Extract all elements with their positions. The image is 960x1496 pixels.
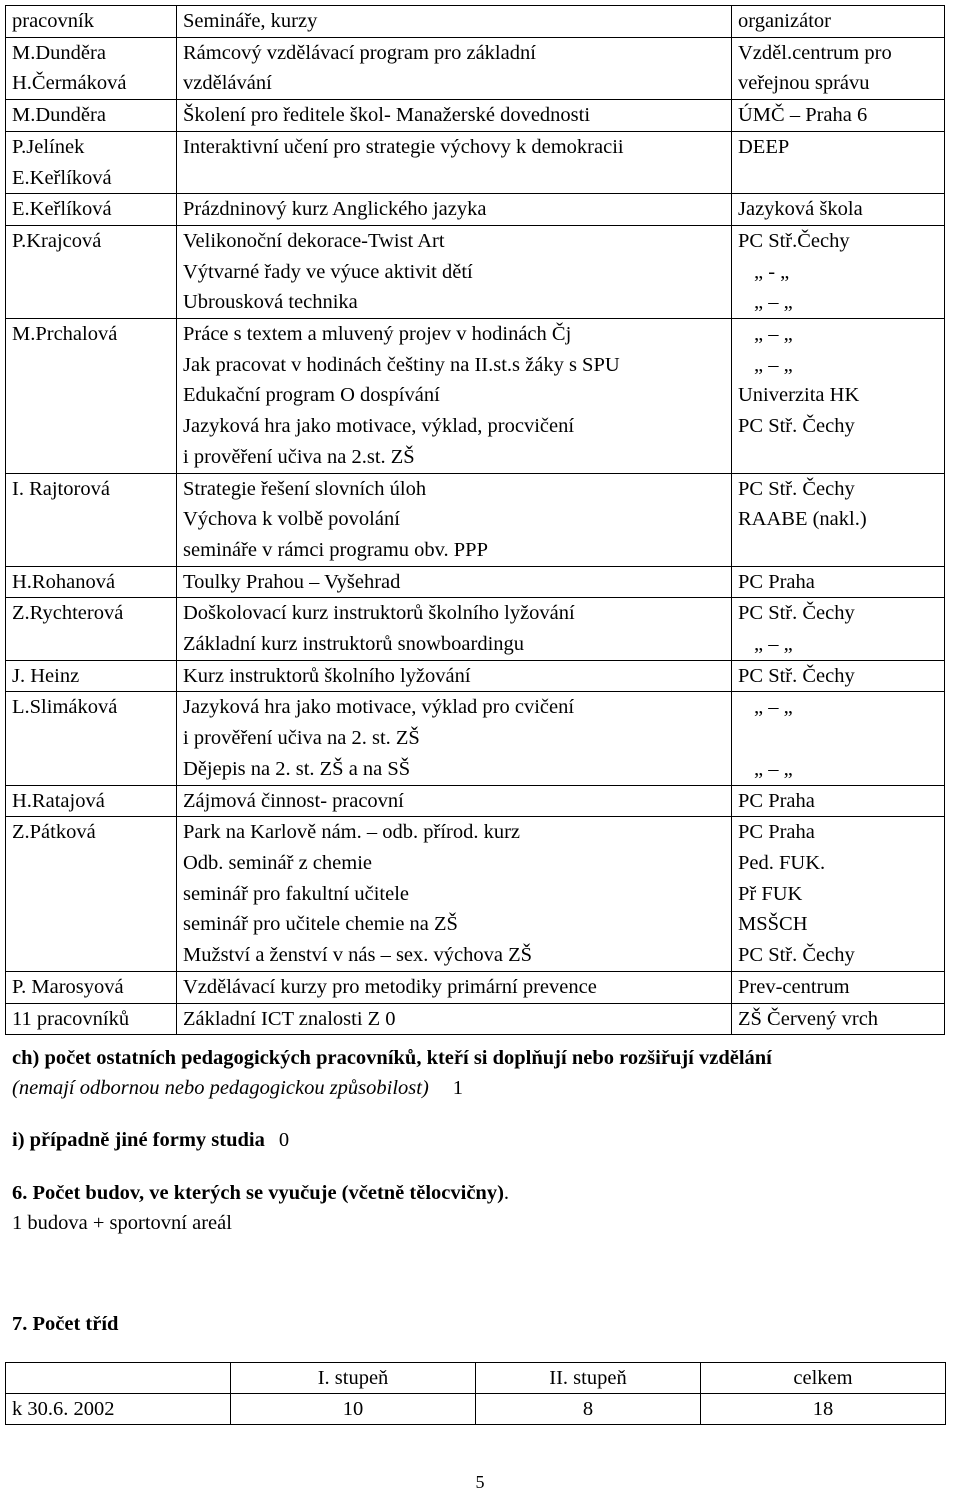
course-cell-line: Dějepis na 2. st. ZŠ a na SŠ [183, 757, 411, 780]
worker-cell [6, 566, 177, 598]
organizer-cell [732, 598, 945, 660]
classes-table [5, 1362, 946, 1425]
seminar-row [6, 598, 945, 660]
section-ch-note-line [12, 1073, 463, 1103]
organizer-cell [732, 100, 945, 132]
course-cell-line: Edukační program O dospívání [183, 384, 440, 407]
course-cell [177, 1003, 732, 1035]
worker-cell [6, 131, 177, 193]
organizer-cell-line: DEEP [738, 135, 790, 158]
course-cell-line: Kurz instruktorů školního lyžování [183, 664, 471, 687]
organizer-cell-line [738, 723, 938, 754]
worker-cell [6, 100, 177, 132]
organizer-cell-line: PC Stř. Čechy [738, 477, 855, 500]
organizer-cell-line: PC Stř.Čechy [738, 229, 850, 252]
course-cell-line: Výchova k volbě povolání [183, 508, 400, 531]
worker-cell-line: P.Krajcová [12, 229, 102, 252]
seminar-row [6, 225, 945, 318]
course-cell [177, 692, 732, 785]
seminar-row [6, 473, 945, 566]
organizer-cell-line: PC Stř. Čechy [738, 944, 855, 967]
section-6-value-line [12, 1208, 232, 1238]
organizer-cell-line: RAABE (nakl.) [738, 508, 867, 531]
course-cell [177, 100, 732, 132]
classes-row [6, 1394, 946, 1425]
organizer-cell-line: „ – „ [754, 291, 793, 314]
organizer-cell-line: Vzděl.centrum pro [738, 41, 892, 64]
course-cell-line: i prověření učiva na 2. st. ZŠ [183, 727, 420, 750]
seminar-row [6, 566, 945, 598]
header-organizer: organizátor [732, 6, 945, 38]
worker-cell [6, 1003, 177, 1035]
worker-cell [6, 598, 177, 660]
organizer-cell-line: „ – „ [754, 353, 793, 376]
worker-cell [6, 785, 177, 817]
seminar-row [6, 319, 945, 474]
worker-cell-line: H.Rohanová [12, 570, 116, 593]
seminars-table [5, 5, 945, 1035]
organizer-cell-line: ÚMČ – Praha 6 [738, 104, 868, 127]
course-cell-line: seminář pro fakultní učitele [183, 882, 409, 905]
organizer-cell [732, 566, 945, 598]
worker-cell [6, 692, 177, 785]
worker-cell-line: I. Rajtorová [12, 477, 110, 500]
course-cell-line: Ubrousková technika [183, 291, 358, 314]
course-cell-line: semináře v rámci programu obv. PPP [183, 538, 488, 561]
section-ch-value: 1 [452, 1077, 464, 1099]
classes-cell-date: k 30.6. 2002 [6, 1394, 231, 1425]
worker-cell-line: M.Prchalová [12, 323, 118, 346]
seminars-header-row [6, 6, 945, 38]
course-cell [177, 971, 732, 1003]
worker-cell [6, 194, 177, 226]
course-cell-line: Strategie řešení slovních úloh [183, 477, 427, 500]
course-cell-line: Základní ICT znalosti Z 0 [183, 1007, 396, 1030]
section-i-value: 0 [278, 1129, 290, 1151]
seminar-row [6, 37, 945, 99]
section-ch-title: ch) počet ostatních pedagogických pracovníků, kteří si doplňují nebo rozšiřují vzdělání [12, 1047, 772, 1069]
organizer-cell [732, 971, 945, 1003]
organizer-cell-line: „ – „ [754, 633, 793, 656]
classes-header-cell: II. stupeň [476, 1363, 701, 1394]
organizer-cell [732, 37, 945, 99]
organizer-cell-line: PC Stř. Čechy [738, 602, 855, 625]
worker-cell-line: E.Keřlíková [12, 166, 112, 189]
course-cell-line: Toulky Prahou – Vyšehrad [183, 570, 401, 593]
worker-cell [6, 971, 177, 1003]
classes-header-row [6, 1363, 946, 1394]
course-cell-line: seminář pro učitele chemie na ZŠ [183, 913, 458, 936]
course-cell [177, 785, 732, 817]
course-cell-line: Doškolovací kurz instruktorů školního lyžování [183, 602, 575, 625]
worker-cell-line: Z.Pátková [12, 821, 96, 844]
course-cell [177, 37, 732, 99]
course-cell-line: Zájmová činnost- pracovní [183, 789, 404, 812]
section-6-title: 6. Počet budov, ve kterých se vyučuje (včetně tělocvičny) [12, 1182, 504, 1204]
course-cell-line: Základní kurz instruktorů snowboardingu [183, 633, 525, 656]
course-cell-line: Odb. seminář z chemie [183, 851, 372, 874]
section-ch-note: (nemají odbornou nebo pedagogickou způsobilost) [12, 1077, 429, 1099]
course-cell-line: Školení pro ředitele škol- Manažerské dovednosti [183, 104, 591, 127]
worker-cell [6, 817, 177, 972]
worker-cell [6, 473, 177, 566]
organizer-cell [732, 692, 945, 785]
organizer-cell [732, 785, 945, 817]
organizer-cell-line: PC Praha [738, 570, 815, 593]
organizer-cell-line: PC Stř. Čechy [738, 664, 855, 687]
section-7-title: 7. Počet tříd [12, 1313, 119, 1335]
course-cell [177, 598, 732, 660]
classes-header-cell [6, 1363, 231, 1394]
seminar-row [6, 194, 945, 226]
course-cell-line: Práce s textem a mluvený projev v hodinách Čj [183, 323, 572, 346]
organizer-cell [732, 473, 945, 566]
worker-cell-line: P.Jelínek [12, 135, 85, 158]
course-cell-line: Mužství a ženství v nás – sex. výchova ZŠ [183, 944, 533, 967]
worker-cell [6, 319, 177, 474]
organizer-cell-line: Jazyková škola [738, 198, 863, 221]
organizer-cell-line: PC Praha [738, 789, 815, 812]
organizer-cell-line: Univerzita HK [738, 384, 860, 407]
section-6 [12, 1178, 509, 1208]
worker-cell-line: L.Slimáková [12, 696, 118, 719]
course-cell-line: Interaktivní učení pro strategie výchovy k demokracii [183, 135, 624, 158]
course-cell [177, 194, 732, 226]
seminar-row [6, 100, 945, 132]
course-cell [177, 225, 732, 318]
course-cell-line: Vzdělávací kurzy pro metodiky primární prevence [183, 975, 597, 998]
section-6-punct: . [503, 1182, 510, 1204]
course-cell [177, 319, 732, 474]
organizer-cell [732, 194, 945, 226]
seminar-row [6, 971, 945, 1003]
organizer-cell-line: PC Praha [738, 821, 815, 844]
worker-cell-line: H.Ratajová [12, 789, 105, 812]
classes-cell: 8 [476, 1394, 701, 1425]
worker-cell-line: P. Marosyová [12, 975, 124, 998]
organizer-cell-line: Prev-centrum [738, 975, 850, 998]
organizer-cell-line: „ – „ [754, 757, 793, 780]
worker-cell-line: 11 pracovníků [12, 1007, 130, 1030]
organizer-cell [732, 225, 945, 318]
section-i [12, 1125, 289, 1155]
classes-header-cell: celkem [701, 1363, 946, 1394]
seminar-row [6, 1003, 945, 1035]
course-cell-line: Prázdninový kurz Anglického jazyka [183, 198, 487, 221]
course-cell [177, 473, 732, 566]
organizer-cell-line: ZŠ Červený vrch [738, 1007, 879, 1030]
section-i-title: i) případně jiné formy studia [12, 1129, 265, 1151]
worker-cell [6, 37, 177, 99]
header-worker: pracovník [6, 6, 177, 38]
section-7 [12, 1309, 118, 1339]
organizer-cell-line: „ – „ [754, 323, 793, 346]
organizer-cell-line: Př FUK [738, 882, 803, 905]
worker-cell-line: M.Dunděra [12, 104, 106, 127]
organizer-cell-line: MSŠCH [738, 913, 808, 936]
course-cell [177, 566, 732, 598]
course-cell [177, 817, 732, 972]
course-cell-line: Výtvarné řady ve výuce aktivit dětí [183, 260, 473, 283]
course-cell-line: vzdělávání [183, 72, 272, 95]
seminar-row [6, 785, 945, 817]
course-cell-line: Jazyková hra jako motivace, výklad, procvičení [183, 415, 575, 438]
seminar-row [6, 692, 945, 785]
worker-cell-line: Z.Rychterová [12, 602, 124, 625]
course-cell [177, 660, 732, 692]
section-6-value: 1 budova + sportovní areál [12, 1212, 232, 1234]
organizer-cell [732, 817, 945, 972]
organizer-cell [732, 1003, 945, 1035]
course-cell-line: Jazyková hra jako motivace, výklad pro cvičení [183, 696, 575, 719]
course-cell-line: Velikonoční dekorace-Twist Art [183, 229, 445, 252]
worker-cell-line: H.Čermáková [12, 72, 127, 95]
worker-cell-line: J. Heinz [12, 664, 80, 687]
organizer-cell [732, 660, 945, 692]
section-ch [12, 1043, 772, 1073]
organizer-cell [732, 319, 945, 474]
course-cell-line: Rámcový vzdělávací program pro základní [183, 41, 536, 64]
worker-cell [6, 660, 177, 692]
organizer-cell-line: veřejnou správu [738, 72, 870, 95]
worker-cell-line: M.Dunděra [12, 41, 106, 64]
organizer-cell-line: PC Stř. Čechy [738, 415, 855, 438]
organizer-cell-line: „ – „ [754, 696, 793, 719]
worker-cell [6, 225, 177, 318]
course-cell-line: i prověření učiva na 2.st. ZŠ [183, 445, 415, 468]
organizer-cell-line: „ - „ [754, 260, 790, 283]
organizer-cell-line: Ped. FUK. [738, 851, 826, 874]
seminar-row [6, 817, 945, 972]
seminar-row [6, 131, 945, 193]
course-cell-line: Jak pracovat v hodinách češtiny na II.st.s žáky s SPU [183, 353, 620, 376]
classes-cell: 18 [701, 1394, 946, 1425]
classes-header-cell: I. stupeň [231, 1363, 476, 1394]
worker-cell-line: E.Keřlíková [12, 198, 112, 221]
course-cell [177, 131, 732, 193]
classes-cell: 10 [231, 1394, 476, 1425]
header-course: Semináře, kurzy [177, 6, 732, 38]
page-number: 5 [475, 1472, 485, 1492]
organizer-cell [732, 131, 945, 193]
seminar-row [6, 660, 945, 692]
course-cell-line: Park na Karlově nám. – odb. přírod. kurz [183, 821, 521, 844]
